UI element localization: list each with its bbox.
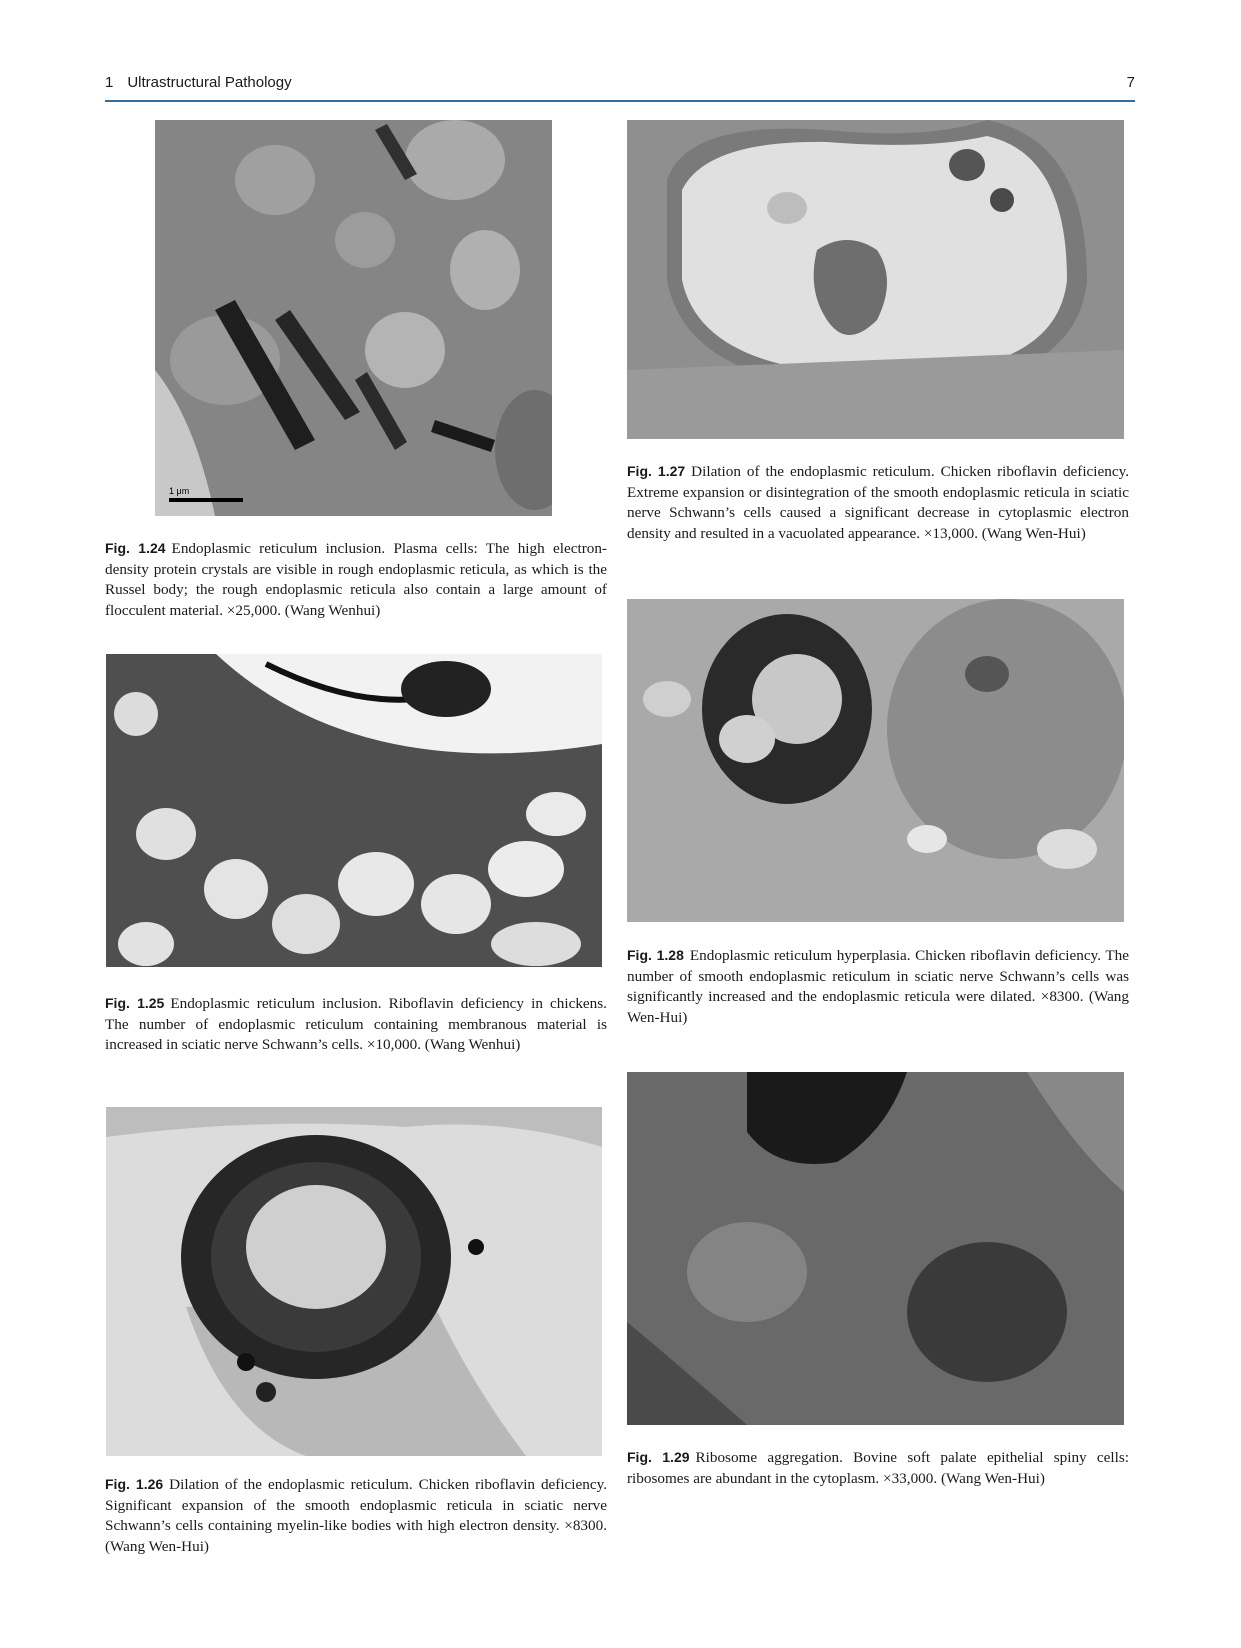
figure-1-28-caption <box>627 945 1129 1028</box>
figure-label: Fig. 1.26 <box>105 1476 164 1492</box>
figure-1-24-micrograph <box>155 120 552 516</box>
caption-text: Ribosome aggregation. Bovine soft palate epithelial spiny cells: ribosomes are abundant in the cytoplasm. ×33,000. (Wang Wen-Hui) <box>627 1449 1129 1487</box>
figure-1-24-caption <box>105 538 607 621</box>
caption-text: Dilation of the endoplasmic reticulum. Chicken riboflavin deficiency. Significant expansion of the smooth endoplasmic reticula in sciatic nerve Schwann’s cells containing myelin-like bodies with high electron density. ×8300. (Wang Wen-Hui) <box>105 1476 607 1555</box>
running-header <box>105 70 1135 102</box>
figure-1-25-caption <box>105 993 607 1056</box>
caption-text: Dilation of the endoplasmic reticulum. Chicken riboflavin deficiency. Extreme expansion or disintegration of the smooth endoplasmic reticula in sciatic nerve Schwann’s cells caused a significant decrease in cytoplasmic electron density and resulted in a vacuolated appearance. ×13,000. (Wang Wen-Hui) <box>627 463 1129 542</box>
figure-label: Fig. 1.29 <box>627 1449 690 1465</box>
figure-1-27-micrograph <box>627 120 1124 439</box>
scale-bar-label: 1 μm <box>169 486 190 496</box>
chapter-title: Ultrastructural Pathology <box>127 74 292 91</box>
figure-label: Fig. 1.28 <box>627 947 684 963</box>
caption-text: Endoplasmic reticulum inclusion. Plasma cells: The high electron-density protein crystals are visible in rough endoplasmic reticula, as which is the Russel body; the rough endoplasmic reticula also contain a large amount of flocculent material. ×25,000. (Wang Wenhui) <box>105 540 607 619</box>
figure-1-29-caption <box>627 1447 1129 1489</box>
chapter-heading <box>105 74 292 91</box>
figure-1-27-caption <box>627 461 1129 544</box>
page-number: 7 <box>1126 74 1135 91</box>
figure-label: Fig. 1.25 <box>105 995 165 1011</box>
chapter-number: 1 <box>105 74 114 91</box>
caption-text: Endoplasmic reticulum inclusion. Riboflavin deficiency in chickens. The number of endoplasmic reticulum containing membranous material is increased in sciatic nerve Schwann’s cells. ×10,000. (Wang Wenhui) <box>105 995 607 1053</box>
caption-text: Endoplasmic reticulum hyperplasia. Chicken riboflavin deficiency. The number of smooth endoplasmic reticulum in sciatic nerve Schwann’s cells was significantly increased and the endoplasmic reticula were dilated. ×8300. (Wang Wen-Hui) <box>627 947 1129 1026</box>
figure-1-26-micrograph <box>106 1107 602 1456</box>
figure-1-29-micrograph <box>627 1072 1124 1425</box>
figure-label: Fig. 1.24 <box>105 540 166 556</box>
figure-1-25-micrograph <box>106 654 602 967</box>
scale-bar <box>169 486 243 502</box>
figure-1-26-caption <box>105 1474 607 1557</box>
figure-label: Fig. 1.27 <box>627 463 686 479</box>
figure-1-28-micrograph <box>627 599 1124 922</box>
